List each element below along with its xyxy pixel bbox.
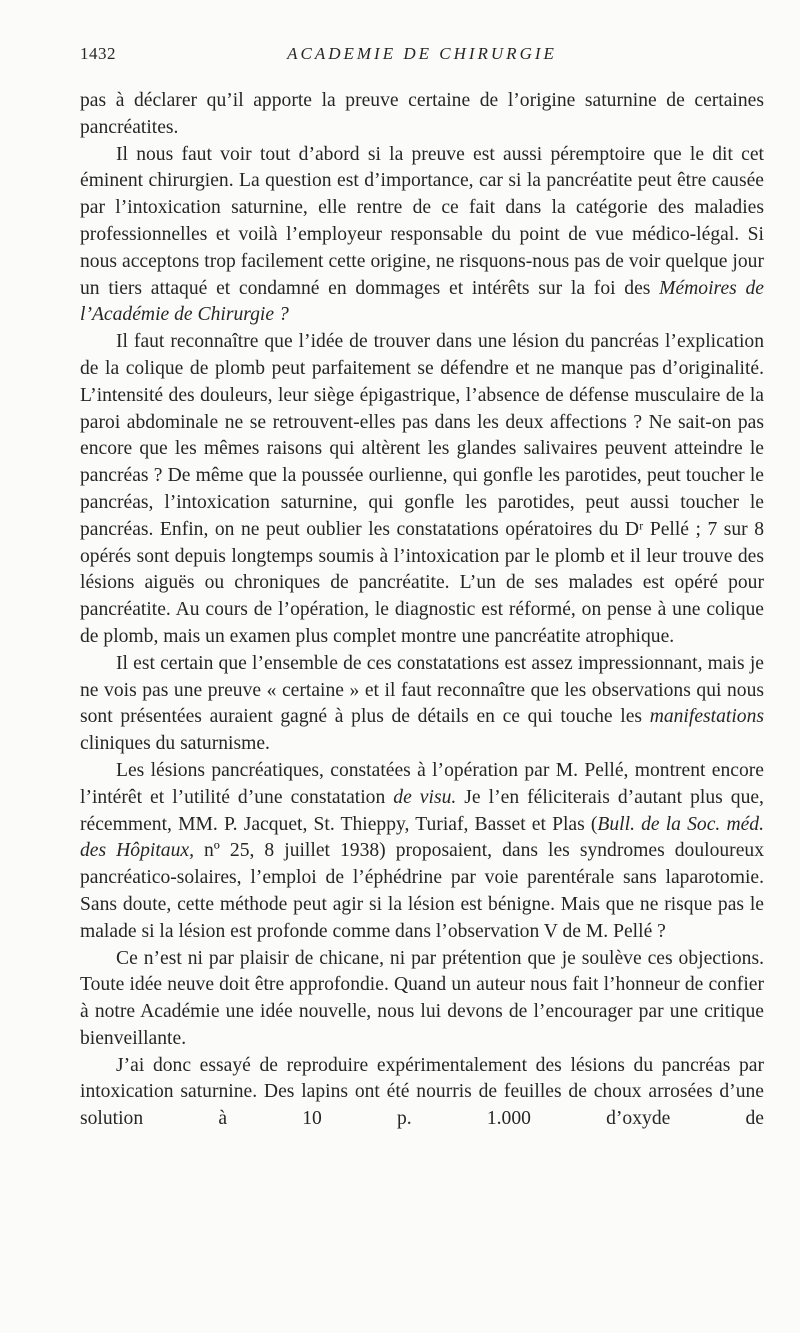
paragraph-7-text: J’ai donc essayé de reproduire expérimentalement des lésions du pancréas par intoxication saturnine. Des lapins ont été nourris de feuilles de choux arrosées d’une solution à 10 p. 1.000 d’oxyde de (80, 1054, 764, 1130)
paragraph-2 (80, 142, 764, 330)
body-text (80, 88, 764, 1133)
paragraph-6-text: Ce n’est ni par plaisir de chicane, ni par prétention que je soulève ces objections. Toute idée neuve doit être approfondie. Quand un auteur nous fait l’honneur de confier à notre Académie une idée nouvelle, nous lui devons de l’encourager par une critique bienveillante. (80, 947, 764, 1049)
paragraph-4-text-before: Il est certain que l’ensemble de ces constatations est assez impressionnant, mais je ne vois pas une preuve « certaine » et il faut reconnaître que les observations qui nous sont présentées auraient gagné à plus de détails en ce qui touche les (80, 652, 764, 728)
paragraph-5-text-c: nº 25, 8 juillet 1938) proposaient, dans les syndromes douloureux pancréatico-solaires, l’emploi de l’éphédrine par voie parentérale sans laparotomie. Sans doute, cette méthode peut agir si la lésion est bénigne. Mais que ne risque pas le malade si la lésion est profonde comme dans l’observation V de M. Pellé ? (80, 840, 764, 942)
paragraph-4-italic: manifestations (649, 706, 764, 728)
paragraph-5-text-b: Je l’en féliciterais d’autant plus que, récemment, MM. P. Jacquet, St. Thieppy, Turiaf, Basset et Plas ( (80, 786, 764, 835)
paragraph-5-italic-1: de visu. (393, 786, 457, 808)
paragraph-1-text: pas à déclarer qu’il apporte la preuve certaine de l’origine saturnine de certaines pancréatites. (80, 90, 764, 138)
paragraph-4 (80, 651, 764, 758)
paragraph-2-italic: Mémoires de l’Académie de Chirurgie ? (80, 277, 764, 326)
paragraph-5-italic-2: Bull. de la Soc. méd. des Hôpitaux, (80, 813, 764, 862)
running-title: ACADEMIE DE CHIRURGIE (287, 44, 557, 63)
paragraph-3-text: Il faut reconnaître que l’idée de trouver dans une lésion du pancréas l’explication de la colique de plomb peut parfaitement se défendre et ne manque pas d’originalité. L’intensité des douleurs, leur siège épigastrique, l’absence de défense musculaire de la paroi abdominale ne se retrouvent-elles pas dans les deux affections ? Ne sait-on pas encore que les mêmes raisons qui altèrent les glandes salivaires peuvent atteindre le pancréas ? De même que la poussée ourlienne, qui gonfle les parotides, peut toucher le pancréas, l’intoxication saturnine, qui gonfle les parotides, peut aussi toucher le pancréas. Enfin, on ne peut oublier les constatations opératoires du Dʳ Pellé ; 7 sur 8 opérés sont depuis longtemps soumis à l’intoxication par le plomb et il leur trouve des lésions aiguës ou chroniques de pancréatite. L’un de ses malades est opéré pour pancréatite. Au cours de l’opération, le diagnostic est réformé, on pense à une colique de plomb, mais un examen plus complet montre une pancréatite atrophique. (80, 331, 764, 647)
paragraph-3 (80, 329, 764, 651)
paragraph-4-text-after: cliniques du saturnisme. (80, 733, 270, 755)
paragraph-1 (80, 88, 764, 142)
page-number: 1432 (80, 44, 116, 63)
paragraph-7 (80, 1053, 764, 1133)
paragraph-6 (80, 946, 764, 1053)
page-header (80, 44, 764, 70)
paragraph-5-text-a: Les lésions pancréatiques, constatées à l’opération par M. Pellé, montrent encore l’intérêt et l’utilité d’une constatation (80, 759, 764, 808)
paragraph-2-text: Il nous faut voir tout d’abord si la preuve est aussi péremptoire que le dit cet éminent chirurgien. La question est d’importance, car si la pancréatite peut être causée par l’intoxication saturnine, elle rentre de ce fait dans la catégorie des maladies professionnelles et voilà l’employeur responsable du point de vue médico-légal. Si nous acceptons trop facilement cette origine, ne risquons-nous pas de voir quelque jour un tiers attaqué et condamné en dommages et intérêts sur la foi des (80, 143, 764, 299)
paragraph-5 (80, 758, 764, 946)
